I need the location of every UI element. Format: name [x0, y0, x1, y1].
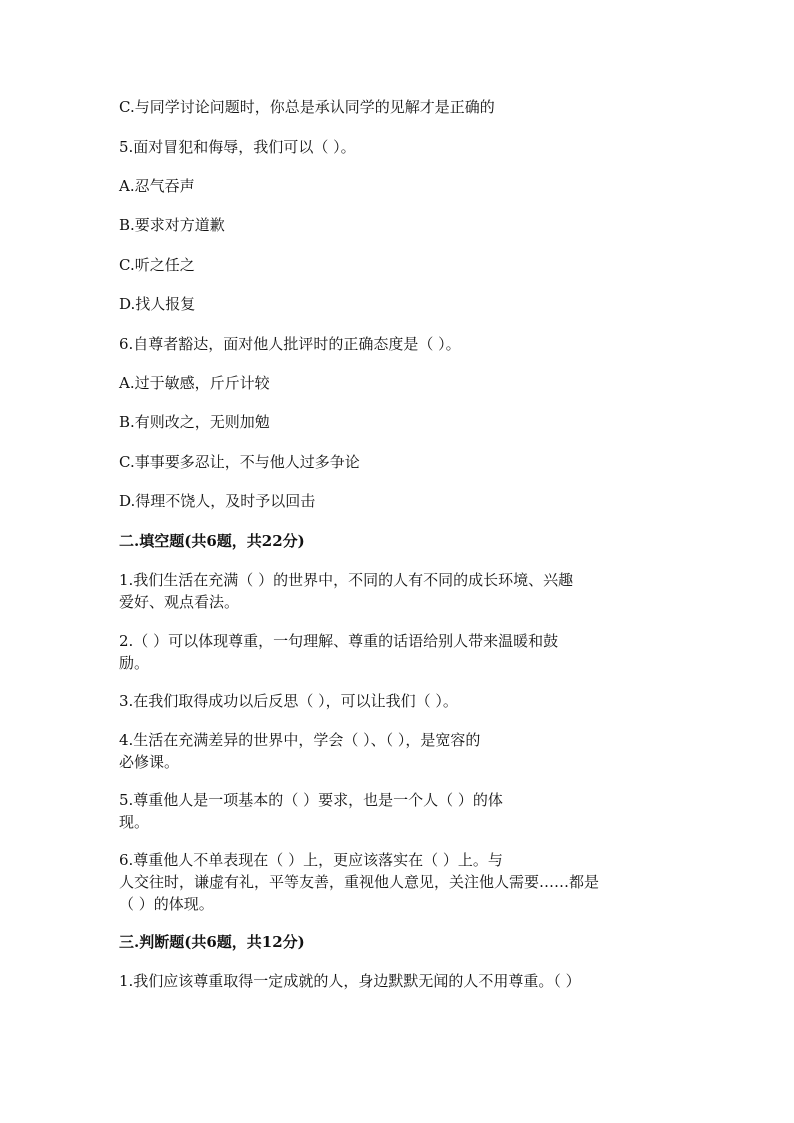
q6-option-c: C.事事要多忍让，不与他人过多争论 — [119, 453, 360, 471]
fill-item-4-line-2: 必修课。 — [119, 753, 180, 771]
fill-item-3-line-1: 3.在我们取得成功以后反思（ ），可以让我们（ ）。 — [119, 692, 458, 710]
fill-item-2-line-2: 励。 — [119, 654, 150, 672]
fill-item-4-line-1: 4.生活在充满差异的世界中，学会（ ）、（ ），是宽容的 — [119, 731, 481, 749]
fill-item-1-line-2: 爱好、观点看法。 — [119, 593, 240, 611]
q5-option-a: A.忍气吞声 — [119, 177, 195, 195]
q5-option-c: C.听之任之 — [119, 256, 195, 274]
q6-option-d: D.得理不饶人，及时予以回击 — [119, 492, 316, 510]
fill-item-6-line-2: 人交往时，谦虚有礼，平等友善，重视他人意见，关注他人需要……都是 — [119, 873, 600, 891]
fill-item-6-line-3: （ ）的体现。 — [119, 895, 214, 913]
fill-item-1-line-1: 1.我们生活在充满（ ）的世界中，不同的人有不同的成长环境、兴趣 — [119, 571, 574, 589]
fill-item-5-line-2: 现。 — [119, 813, 150, 831]
q6-option-a: A.过于敏感，斤斤计较 — [119, 374, 270, 392]
q5-option-b: B.要求对方道歉 — [119, 216, 225, 234]
q5-stem: 5.面对冒犯和侮辱，我们可以（ ）。 — [119, 138, 356, 156]
section-true-false-title: 三.判断题(共6题，共12分) — [119, 933, 305, 951]
fill-item-6-line-1: 6.尊重他人不单表现在（ ）上，更应该落实在（ ）上。与 — [119, 851, 503, 869]
q4-option-c: C.与同学讨论问题时，你总是承认同学的见解才是正确的 — [119, 98, 495, 116]
fill-item-2-line-1: 2.（ ）可以体现尊重，一句理解、尊重的话语给别人带来温暖和鼓 — [119, 632, 559, 650]
section-fill-blank-title: 二.填空题(共6题，共22分) — [119, 532, 305, 550]
q6-option-b: B.有则改之，无则加勉 — [119, 413, 270, 431]
judge-item-1: 1.我们应该尊重取得一定成就的人，身边默默无闻的人不用尊重。（ ） — [119, 972, 581, 990]
fill-item-5-line-1: 5.尊重他人是一项基本的（ ）要求，也是一个人（ ）的体 — [119, 791, 503, 809]
q6-stem: 6.自尊者豁达，面对他人批评时的正确态度是（ ）。 — [119, 335, 461, 353]
q5-option-d: D.找人报复 — [119, 295, 196, 313]
